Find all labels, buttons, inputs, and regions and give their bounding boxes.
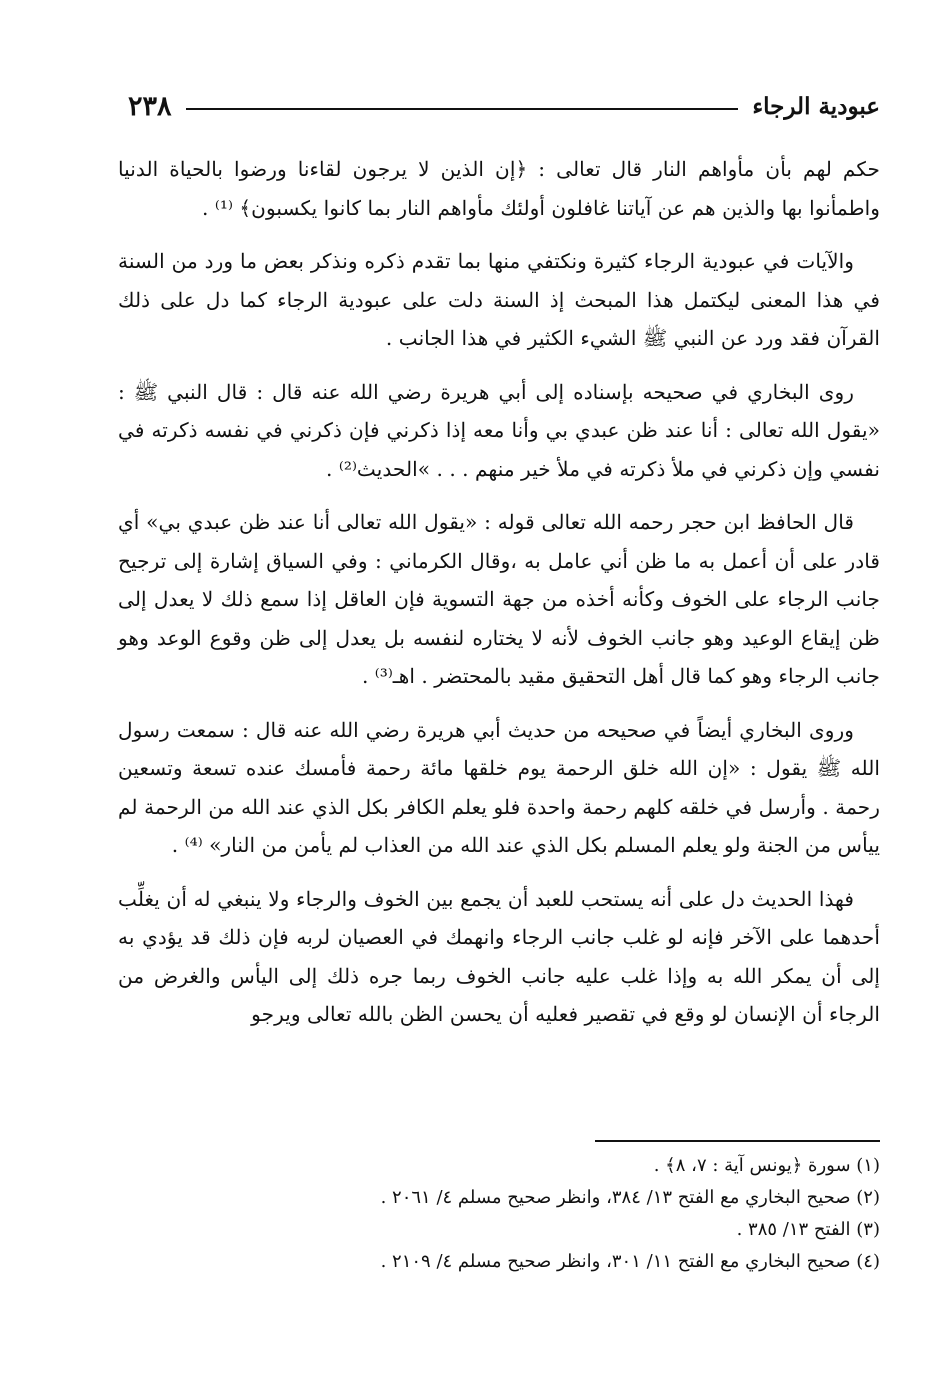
- paragraph: فهذا الحديث دل على أنه يستحب للعبد أن يجمع بين الخوف والرجاء ولا ينبغي له أن يغلِّب أحدهما على الآخر فإنه لو غلب جانب الرجاء وانهمك في العصيان لربه فإن ذلك قد يؤدي به إلى أن يمكر الله به وإذا غلب عليه جانب الخوف ربما جره ذلك إلى اليأس والغرض من الرجاء أن الإنسان لو وقع في تقصير فعليه أن يحسن الظن بالله تعالى ويرجو: [118, 886, 880, 1026]
- body-text: [118, 150, 880, 1049]
- paragraph: وروى البخاري أيضاً في صحيحه من حديث أبي هريرة رضي الله عنه قال : سمعت رسول الله ﷺ يقول : «إن الله خلق الرحمة يوم خلقها مائة رحمة فأمسك عنده تسعة وتسعين رحمة . وأرسل في خلقه كلهم رحمة واحدة فلو يعلم الكافر بكل الذي عند الله من الرحمة لم ييأس من الجنة ولو يعلم المسلم بكل الذي عند الله من العذاب لم يأمن من النار» ⁽⁴⁾ .: [118, 717, 880, 857]
- footnote: (٣) الفتح ١٣/ ٣٨٥ .: [736, 1219, 880, 1240]
- paragraph: حكم لهم بأن مأواهم النار قال تعالى : ﴿إن الذين لا يرجون لقاءنا ورضوا بالحياة الدنيا واطمأنوا بها والذين هم عن آياتنا غافلون أولئك مأواهم النار بما كانوا يكسبون﴾ ⁽¹⁾ .: [118, 157, 880, 220]
- footnote-rule: [595, 1140, 880, 1142]
- page-header: [128, 88, 880, 124]
- header-rule: [186, 108, 739, 110]
- footnote: (٢) صحيح البخاري مع الفتح ١٣/ ٣٨٤، وانظر صحيح مسلم ٤/ ٢٠٦١ .: [380, 1187, 880, 1208]
- paragraph: قال الحافظ ابن حجر رحمه الله تعالى قوله : «يقول الله تعالى أنا عند ظن عبدي بي» أي قادر على أن أعمل به ما ظن أني عامل به ،وقال الكرماني : وفي السياق إشارة إلى ترجيح جانب الرجاء على الخوف وكأنه أخذه من جهة التسوية فإن العاقل إذا سمع ذلك لا يعدل إلى ظن إيقاع الوعيد وهو جانب الخوف لأنه لا يختاره لنفسه بل يعدل إلى ظن وقوع الوعد وهو جانب الرجاء وهو كما قال أهل التحقيق مقيد بالمحتضر . اهـ⁽³⁾ .: [118, 510, 880, 688]
- page-number: ٢٣٨: [128, 90, 172, 122]
- footnote: (١) سورة ﴿يونس آية : ٧، ٨﴾ .: [653, 1155, 880, 1176]
- paragraph: والآيات في عبودية الرجاء كثيرة ونكتفي منها بما تقدم ذكره ونذكر بعض ما ورد من السنة في هذا المعنى ليكتمل هذا المبحث إذ السنة دلت على عبودية الرجاء كما دل على ذلك القرآن فقد ورد عن النبي ﷺ الشيء الكثير في هذا الجانب .: [118, 249, 880, 350]
- footnotes: [300, 1150, 880, 1278]
- footnote: (٤) صحيح البخاري مع الفتح ١١/ ٣٠١، وانظر صحيح مسلم ٤/ ٢١٠٩ .: [380, 1251, 880, 1272]
- running-title: عبودية الرجاء: [752, 92, 880, 120]
- paragraph: روى البخاري في صحيحه بإسناده إلى أبي هريرة رضي الله عنه قال : قال النبي ﷺ : «يقول الله تعالى : أنا عند ظن عبدي بي وأنا معه إذا ذكرني فإن ذكرني في نفسه ذكرته في نفسي وإن ذكرني في ملأ ذكرته في ملأ خير منهم . . . »الحديث⁽²⁾ .: [118, 379, 880, 481]
